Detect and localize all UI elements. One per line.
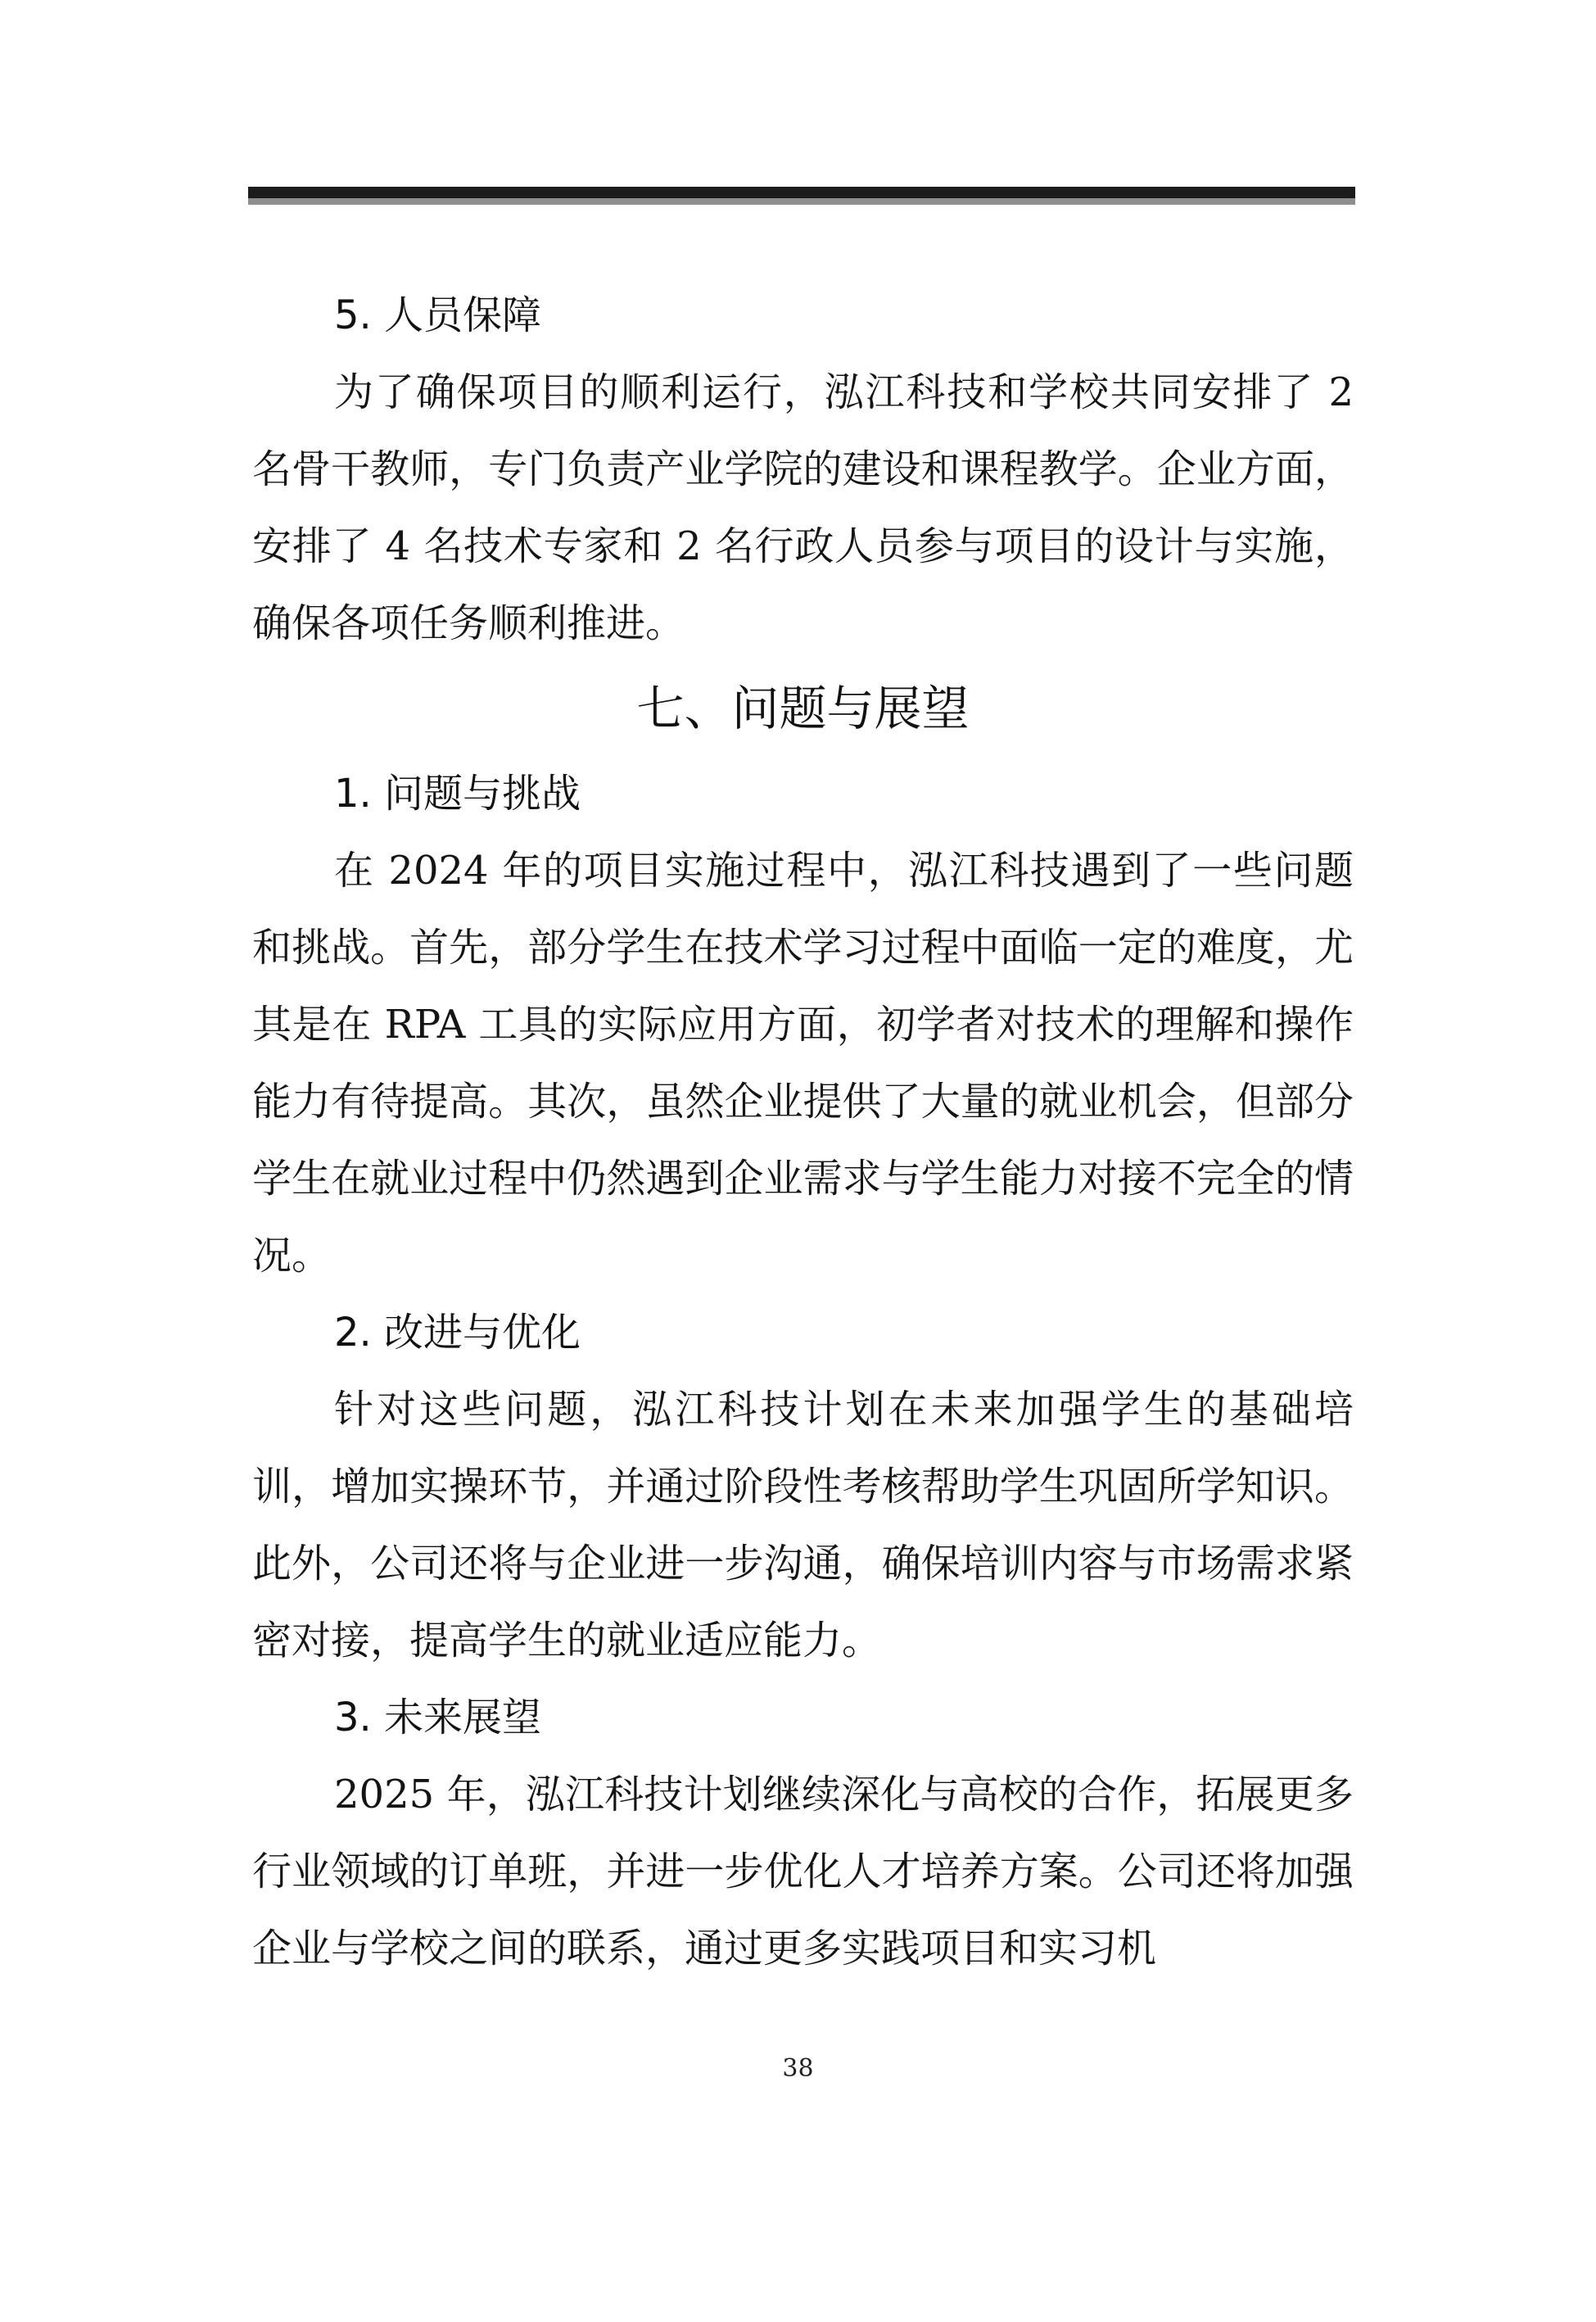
- paragraph-problems: 在 2024 年的项目实施过程中，泓江科技遇到了一些问题和挑战。首先，部分学生在技术学习过程中面临一定的难度，尤其是在 RPA 工具的实际应用方面，初学者对技术的理解和操作能力有待提高。其次，虽然企业提供了大量的就业机会，但部分学生在就业过程中仍然遇到企业需求与学生能力对接不完全的情况。: [252, 848, 1354, 1279]
- header-rule-shadow: [248, 198, 1355, 205]
- section-heading-improvement: 2. 改进与优化: [334, 1310, 581, 1356]
- chapter-title: 七、问题与展望: [636, 681, 970, 736]
- paragraph-outlook: 2025 年，泓江科技计划继续深化与高校的合作，拓展更多行业领域的订单班，并进一步优化人才培养方案。公司还将加强企业与学校之间的联系，通过更多实践项目和实习机: [252, 1772, 1354, 1971]
- header-rule-thick: [248, 187, 1355, 198]
- page-number: 38: [782, 2054, 814, 2083]
- paragraph-staffing: 为了确保项目的顺利运行，泓江科技和学校共同安排了 2 名骨干教师，专门负责产业学院的建设和课程教学。企业方面，安排了 4 名技术专家和 2 名行政人员参与项目的设计与实施，确保各项任务顺利推进。: [252, 369, 1354, 646]
- paragraph-improvement: 针对这些问题，泓江科技计划在未来加强学生的基础培训，增加实操环节，并通过阶段性考核帮助学生巩固所学知识。此外，公司还将与企业进一步沟通，确保培训内容与市场需求紧密对接，提高学生的就业适应能力。: [252, 1387, 1354, 1663]
- page-content: [252, 277, 1354, 1987]
- section-heading-outlook: 3. 未来展望: [334, 1695, 542, 1740]
- header-rule: [248, 187, 1355, 206]
- section-heading-staffing: 5. 人员保障: [334, 292, 542, 338]
- section-heading-problems: 1. 问题与挑战: [334, 771, 581, 817]
